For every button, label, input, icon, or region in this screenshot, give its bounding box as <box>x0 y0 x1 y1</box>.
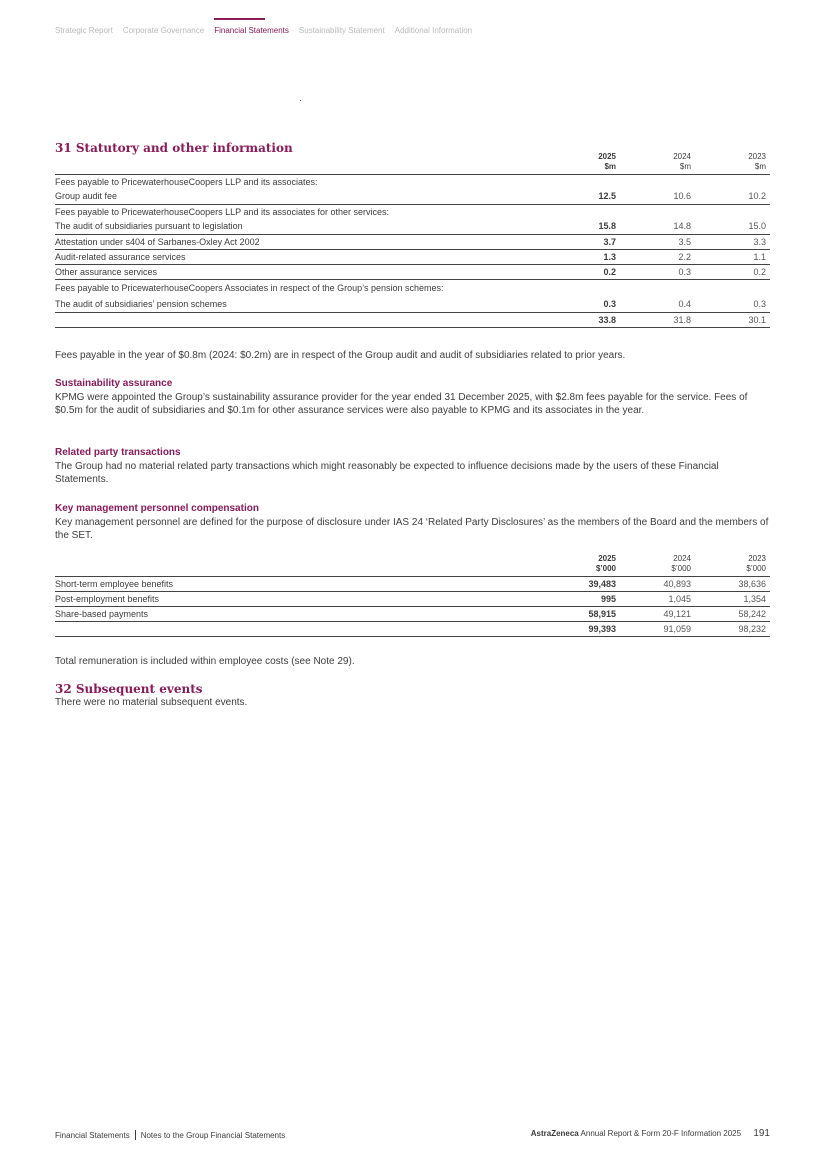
footer-breadcrumb <box>55 1130 285 1140</box>
nav-financial-statements[interactable]: Financial Statements <box>214 26 289 35</box>
footer-section[interactable]: Financial Statements <box>55 1131 130 1140</box>
col-header-2025: 2025 $m <box>598 151 616 171</box>
kmp-heading: Key management personnel compensation <box>55 503 259 514</box>
footer-brand: AstraZeneca <box>530 1129 579 1138</box>
table-row: Short-term employee benefits 39,483 40,893 38,636 <box>55 576 770 591</box>
table-row: Audit-related assurance services 1.3 2.2 1.1 <box>55 249 770 264</box>
col-header-2024: 2024 $m <box>673 151 691 171</box>
table-total-row: 99,393 91,059 98,232 <box>55 621 770 636</box>
nav-corporate-governance[interactable]: Corporate Governance <box>122 26 205 35</box>
nav-sustainability-statement[interactable]: Sustainability Statement <box>298 26 385 35</box>
table-total-row: 33.8 31.8 30.1 <box>55 312 770 327</box>
col-header-2023: 2023 $m <box>748 151 766 171</box>
kmp-col-header-2025: 2025 $’000 <box>595 553 616 573</box>
table-row: Attestation under s404 of Sarbanes-Oxley Act 2002 3.7 3.5 3.3 <box>55 234 770 249</box>
fees-prior-years-note: Fees payable in the year of $0.8m (2024: $0.2m) are in respect of the Group audit and audit of subsidiaries related to prior years. <box>55 350 626 361</box>
table-row: Other assurance services 0.2 0.3 0.2 <box>55 264 770 279</box>
kmp-col-header-2023: 2023 $’000 <box>746 553 766 573</box>
footer-report-title: Annual Report & Form 20-F Information 2025 <box>580 1129 742 1138</box>
note-32-text: There were no material subsequent events. <box>55 697 248 708</box>
sustainability-assurance-text: KPMG were appointed the Group’s sustainability assurance provider for the year ended 31 December 2025, with $2.8m fees payable for the service. Fees of $0.5m for the audit of subsidiaries and $0.1m for other assurance services were also payable to KPMG and its associates in the year. <box>55 391 748 416</box>
kmp-remuneration-note: Total remuneration is included within employee costs (see Note 29). <box>55 656 355 667</box>
note-32-title: 32 Subsequent events <box>55 682 203 696</box>
kmp-text: Key management personnel are defined for the purpose of disclosure under IAS 24 ‘Related Party Disclosures’ as the members of the Board and the members of the SET. <box>55 516 769 541</box>
page-number: 191 <box>753 1128 770 1139</box>
table-row: Fees payable to PricewaterhouseCoopers LLP and its associates for other services: <box>55 206 390 217</box>
table-row: Fees payable to PricewaterhouseCoopers LLP and its associates: <box>55 176 318 187</box>
table-row: Share-based payments 58,915 49,121 58,242 <box>55 606 770 621</box>
sustainability-assurance-heading: Sustainability assurance <box>55 378 173 389</box>
nav-strategic-report[interactable]: Strategic Report <box>55 26 113 35</box>
kmp-col-header-2024: 2024 $’000 <box>671 553 691 573</box>
table-row: Group audit fee 12.5 10.6 10.2 <box>55 189 770 204</box>
footer-report-info <box>531 1128 770 1139</box>
statutory-fees-table <box>55 150 770 328</box>
table-row: Post-employment benefits 995 1,045 1,354 <box>55 591 770 606</box>
kmp-compensation-table <box>55 551 770 637</box>
nav-additional-information[interactable]: Additional Information <box>394 26 473 35</box>
table-row: The audit of subsidiaries pursuant to legislation 15.8 14.8 15.0 <box>55 219 770 234</box>
related-party-text: The Group had no material related party transactions which might reasonably be expected to influence decisions made by the users of these Financial Statements. <box>55 460 719 485</box>
table-row: The audit of subsidiaries’ pension schemes 0.3 0.4 0.3 <box>55 297 770 312</box>
stray-dot <box>300 100 301 101</box>
related-party-heading: Related party transactions <box>55 447 181 458</box>
top-navigation <box>55 26 472 35</box>
footer-subsection[interactable]: Notes to the Group Financial Statements <box>140 1131 286 1140</box>
table-row: Fees payable to PricewaterhouseCoopers Associates in respect of the Group’s pension schemes: <box>55 283 444 294</box>
note-31-title: 31 Statutory and other information <box>55 141 293 155</box>
footer-separator <box>135 1130 136 1140</box>
